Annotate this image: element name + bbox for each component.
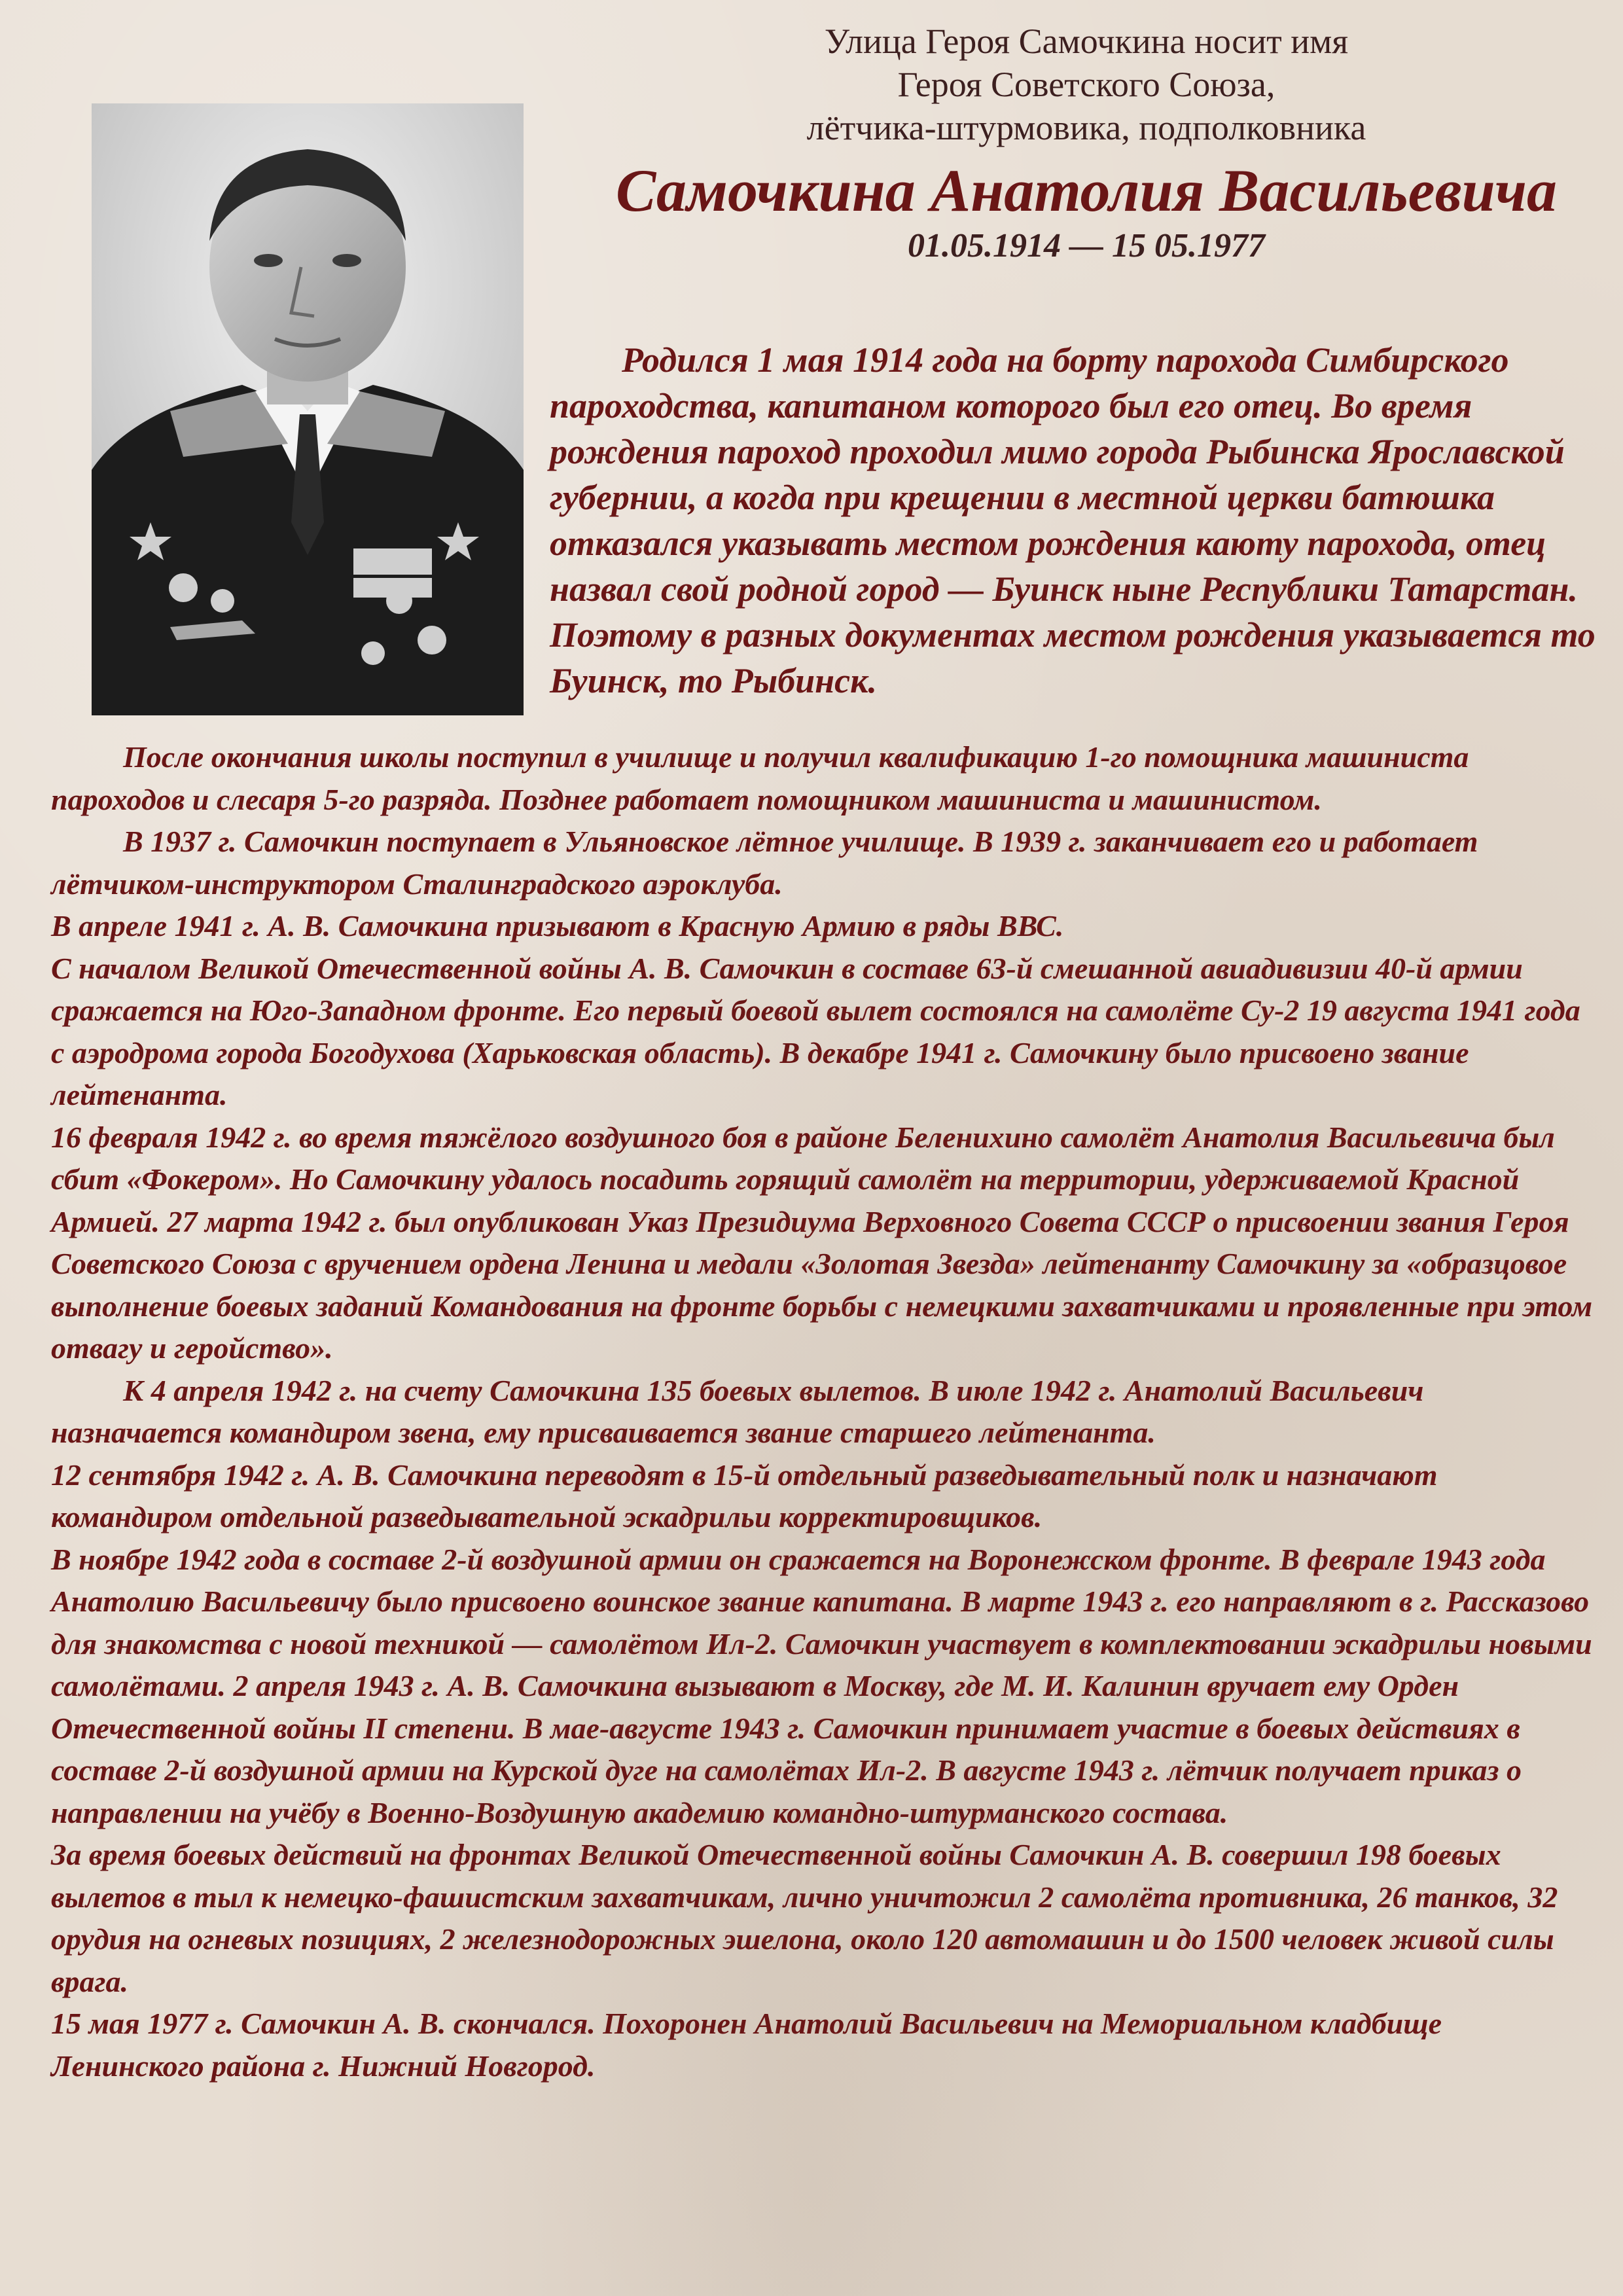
intro-paragraph: Родился 1 мая 1914 года на борту парохода Симбирского пароходства, капитаном которого был его отец. Во время рождения пароход проходил мимо города Рыбинска Ярославской губернии, а когда при крещении в местной церкви батюшка отказался указывать местом рождения каюту парохода, отец назвал свой родной город — Буинск ныне Республики Татарстан. Поэтому в разных документах местом рождения указывается то Буинск, то Рыбинск. bbox=[550, 340, 1596, 700]
paragraph-death: 15 мая 1977 г. Самочкин А. В. скончался. Похоронен Анатолий Васильевич на Мемориальном кладбище Ленинского района г. Нижний Новгород. bbox=[51, 2007, 1442, 2083]
life-dates: 01.05.1914 — 15 05.1977 bbox=[908, 227, 1265, 264]
paragraph-combat-record: За время боевых действий на фронтах Великой Отечественной войны Самочкин А. В. совершил 198 боевых вылетов в тыл к немецко-фашистским захватчикам, лично уничтожил 2 самолёта противника, 26 танков, 32 орудия на огневых позициях, 2 железнодорожных эшелона, около 120 автомашин и до 1500 человек живой силы врага. bbox=[51, 1838, 1558, 1998]
header-line-1: Улица Героя Самочкина носит имя bbox=[824, 22, 1349, 61]
paragraph-hero-award: 16 февраля 1942 г. во время тяжёлого воздушного боя в районе Беленихино самолёт Анатолия Васильевича был сбит «Фокером». Но Самочкину удалось посадить горящий самолёт на территории, удерживаемой Красной Армией. 27 марта 1942 г. был опубликован Указ Президиума Верховного Совета СССР о присвоении звания Героя Советского Союза с вручением ордена Ленина и медали «Золотая Звезда» лейтенанту Самочкину за «образцовое выполнение боевых заданий Командования на фронте борьбы с немецкими захватчиками и проявленные при этом отвагу и геройство». bbox=[51, 1120, 1593, 1365]
header-line-2: Героя Советского Союза, bbox=[897, 65, 1275, 104]
paragraph-education: После окончания школы поступил в училище и получил квалификацию 1-го помощника машиниста пароходов и слесаря 5-го разряда. Позднее работает помощником машиниста и машинистом. bbox=[51, 740, 1469, 816]
header bbox=[556, 20, 1616, 266]
hero-name: Самочкина Анатолия Васильевича bbox=[615, 157, 1558, 224]
biography-body bbox=[51, 736, 1596, 2087]
paragraph-recon-regiment: 12 сентября 1942 г. А. В. Самочкина переводят в 15-й отдельный разведывательный полк и назначают командиром отдельной разведывательной эскадрильи корректировщиков. bbox=[51, 1458, 1438, 1534]
paragraph-flight-school: В 1937 г. Самочкин поступает в Ульяновское лётное училище. В 1939 г. заканчивает его и работает лётчиком-инструктором Сталинградского аэроклуба. bbox=[51, 825, 1478, 901]
paragraph-war-start: С началом Великой Отечественной войны А. В. Самочкин в составе 63-й смешанной авиадивизии 40-й армии сражается на Юго-Западном фронте. Его первый боевой вылет состоялся на самолёте Су-2 19 августа 1941 года с аэродрома города Богодухова (Харьковская область). В декабре 1941 г. Самочкину было присвоено звание лейтенанта. bbox=[51, 951, 1580, 1111]
header-line-3: лётчика-штурмовика, подполковника bbox=[806, 108, 1366, 147]
paragraph-missions-1942: К 4 апреля 1942 г. на счету Самочкина 135 боевых вылетов. В июле 1942 г. Анатолий Васильевич назначается командиром звена, ему присваивается звание старшего лейтенанта. bbox=[51, 1373, 1424, 1449]
paragraph-conscription: В апреле 1941 г. А. В. Самочкина призывают в Красную Армию в ряды ВВС. bbox=[51, 909, 1064, 942]
paragraph-voronezh-kursk: В ноябре 1942 года в составе 2-й воздушной армии он сражается на Воронежском фронте. В феврале 1943 года Анатолию Васильевичу было присвоено воинское звание капитана. В марте 1943 г. его направляют в г. Рассказово для знакомства с новой техникой — самолётом Ил-2. Самочкин участвует в комплектовании эскадрильи новыми самолётами. 2 апреля 1943 г. А. В. Самочкина вызывают в Москву, где М. И. Калинин вручает ему Орден Отечественной войны II степени. В мае-августе 1943 г. Самочкин принимает участие в боевых действиях в составе 2-й воздушной армии на Курской дуге на самолётах Ил-2. В августе 1943 г. лётчик получает приказ о направлении на учёбу в Военно-Воздушную академию командно-штурманского состава. bbox=[51, 1542, 1592, 1829]
intro-text bbox=[550, 337, 1597, 704]
portrait-photo bbox=[92, 103, 524, 715]
